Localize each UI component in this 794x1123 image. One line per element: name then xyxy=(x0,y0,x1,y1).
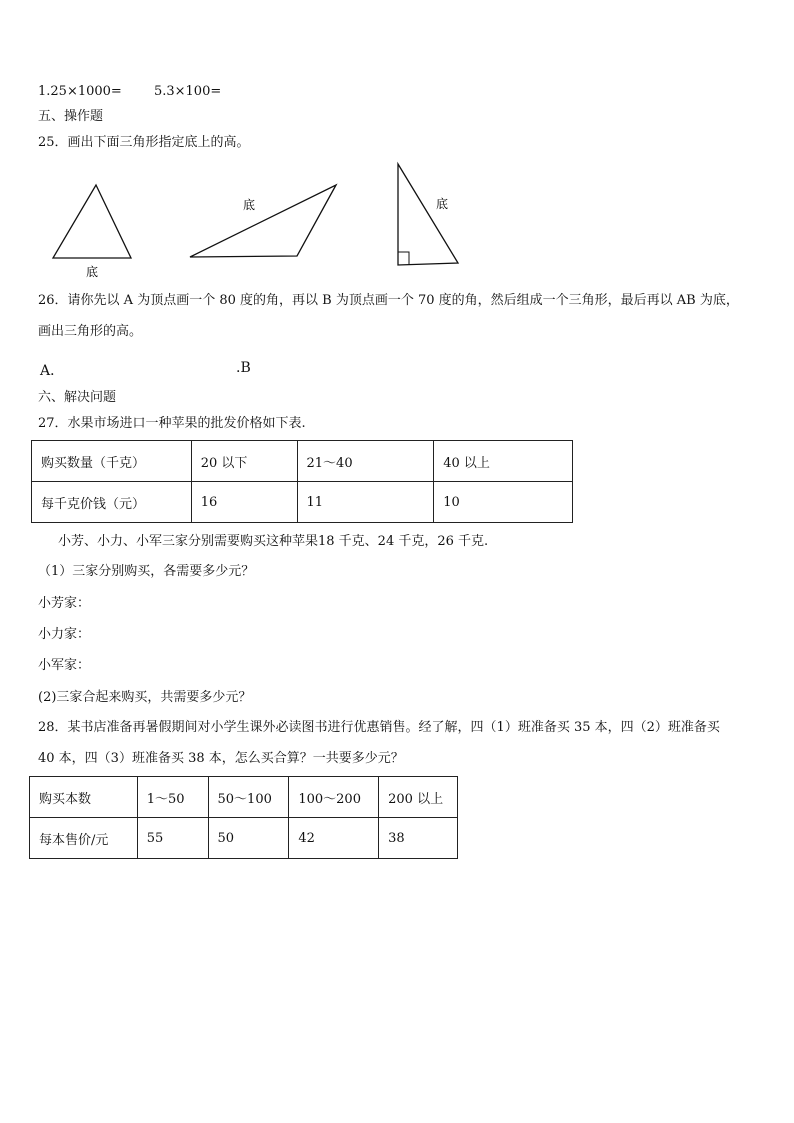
triangle-2-base-label: 底 xyxy=(243,198,256,212)
table-cell: 42 xyxy=(289,818,379,859)
table-cell: 55 xyxy=(137,818,208,859)
table-cell: 38 xyxy=(379,818,458,859)
question-28-line-1: 28．某书店准备再暑假期间对小学生课外必读图书进行优惠销售。经了解，四（1）班准备买 35 本，四（2）班准备买 xyxy=(38,720,720,735)
table-row xyxy=(32,482,573,523)
table-cell: 每本售价/元 xyxy=(30,818,138,859)
table-cell: 11 xyxy=(297,482,434,523)
point-a-label: A． xyxy=(40,363,65,379)
question-27-text: 小芳、小力、小军三家分别需要购买这种苹果18 千克、24 千克，26 千克. xyxy=(58,534,489,549)
right-angle-mark xyxy=(398,252,409,265)
book-price-table xyxy=(29,776,458,859)
triangle-1-base-label: 底 xyxy=(86,265,99,279)
table-cell: 50～100 xyxy=(208,777,289,818)
triangle-1 xyxy=(53,185,131,258)
table-cell: 16 xyxy=(191,482,297,523)
answer-xiaojun: 小军家： xyxy=(38,658,91,673)
triangle-3 xyxy=(398,164,458,265)
question-26-line-1: 26．请你先以 A 为顶点画一个 80 度的角，再以 B 为顶点画一个 70 度的角，然后组成一个三角形，最后再以 AB 为底， xyxy=(38,293,739,308)
question-25: 25．画出下面三角形指定底上的高。 xyxy=(38,135,250,150)
calc-item-1: 1.25×1000= xyxy=(38,84,122,99)
question-28-line-2: 40 本，四（3）班准备买 38 本，怎么买合算？一共要多少元？ xyxy=(38,751,404,766)
answer-xiaoli: 小力家： xyxy=(38,627,91,642)
table-cell: 50 xyxy=(208,818,289,859)
question-27: 27．水果市场进口一种苹果的批发价格如下表. xyxy=(38,416,306,431)
table-cell: 21～40 xyxy=(297,441,434,482)
table-cell: 40 以上 xyxy=(434,441,573,482)
calc-item-2: 5.3×100= xyxy=(153,84,222,99)
table-cell: 100～200 xyxy=(289,777,379,818)
section-5-heading: 五、操作题 xyxy=(38,109,104,124)
table-row xyxy=(30,777,458,818)
point-b-label: .B xyxy=(236,360,251,376)
table-cell: 20 以下 xyxy=(191,441,297,482)
calculation-row xyxy=(38,83,249,101)
triangle-2 xyxy=(190,185,336,257)
table-cell: 200 以上 xyxy=(379,777,458,818)
table-row xyxy=(32,441,573,482)
question-27-part-1: （1）三家分别购买，各需要多少元？ xyxy=(38,564,255,579)
table-row xyxy=(30,818,458,859)
apple-price-table xyxy=(31,440,573,523)
question-27-part-2: (2)三家合起来购买，共需要多少元？ xyxy=(38,690,252,705)
triangles-figure xyxy=(38,158,758,284)
section-6-heading: 六、解决问题 xyxy=(38,390,117,405)
triangle-3-base-label: 底 xyxy=(436,197,449,211)
table-cell: 购买数量（千克） xyxy=(32,441,192,482)
table-cell: 10 xyxy=(434,482,573,523)
table-cell: 购买本数 xyxy=(30,777,138,818)
question-26-line-2: 画出三角形的高。 xyxy=(38,324,143,339)
table-cell: 1～50 xyxy=(137,777,208,818)
table-cell: 每千克价钱（元） xyxy=(32,482,192,523)
answer-xiaofang: 小芳家： xyxy=(38,596,91,611)
